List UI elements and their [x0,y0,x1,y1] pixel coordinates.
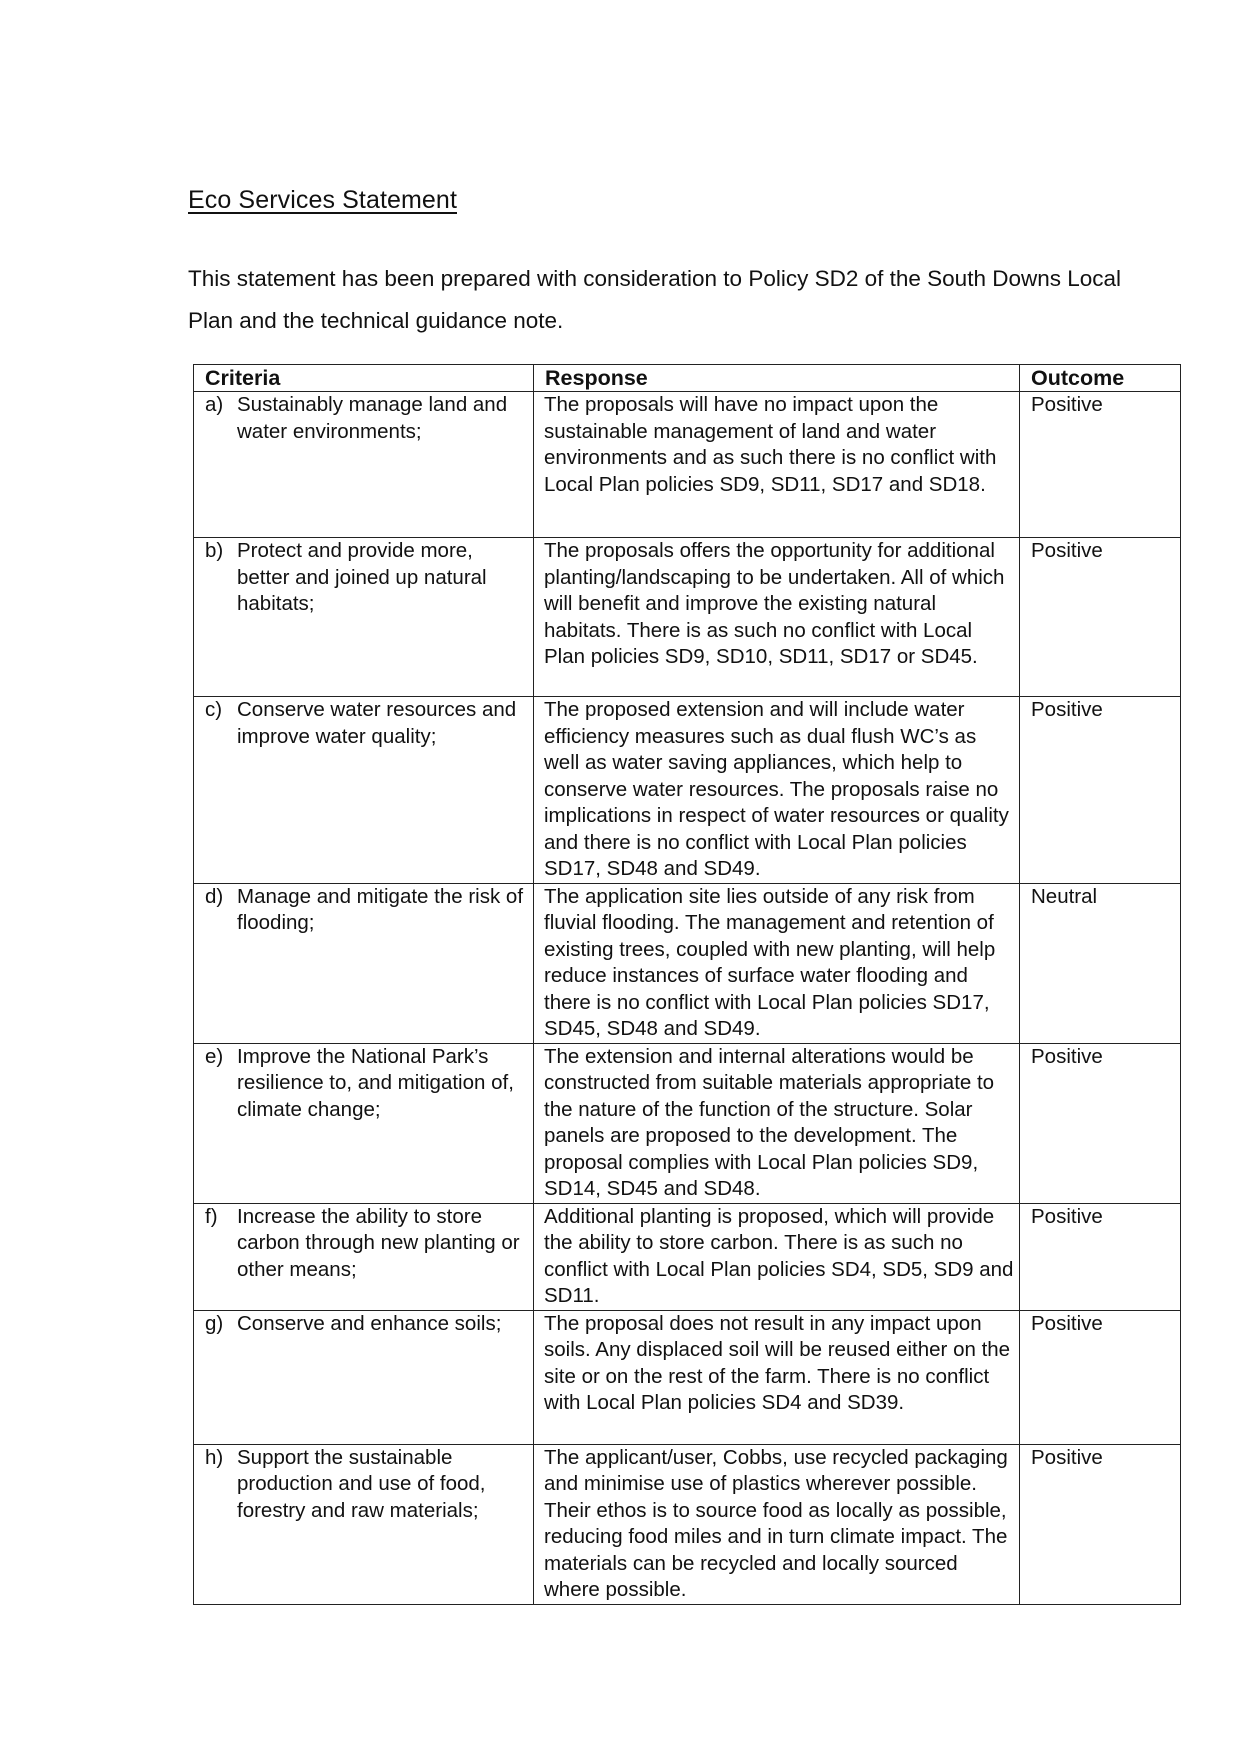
criteria-cell [194,1203,534,1310]
response-cell: The proposals offers the opportunity for additional planting/landscaping to be undertaken. All of which will benefit and improve the existing natural habitats. There is as such no conflict with Local Plan policies SD9, SD10, SD11, SD17 or SD45. [534,538,1020,697]
criteria-letter: e) [205,1044,224,1068]
outcome-cell: Positive [1020,1310,1181,1444]
response-cell: The proposed extension and will include water efficiency measures such as dual flush WC’s as well as water saving appliances, which help to conserve water resources. The proposals raise no implications in respect of water resources or quality and there is no conflict with Local Plan policies SD17, SD48 and SD49. [534,697,1020,884]
response-cell: The proposal does not result in any impact upon soils. Any displaced soil will be reused either on the site or on the rest of the farm. There is no conflict with Local Plan policies SD4 and SD39. [534,1310,1020,1444]
criteria-text: Support the sustainable production and use of food, forestry and raw materials; [237,1445,486,1522]
criteria-letter: c) [205,698,223,721]
criteria-cell [194,697,534,884]
criteria-text: Manage and mitigate the risk of flooding; [237,884,524,934]
criteria-letter: g) [205,1311,224,1335]
table-header-row [194,365,1181,392]
criteria-text: Improve the National Park’s resilience to, and mitigation of, climate change; [237,1044,514,1121]
table-row [194,1203,1181,1310]
criteria-text: Increase the ability to store carbon through new planting or other means; [237,1204,520,1281]
criteria-text: Protect and provide more, better and joined up natural habitats; [237,539,487,615]
table-row [194,1444,1181,1604]
criteria-text: Conserve and enhance soils; [237,1311,502,1335]
criteria-cell [194,1043,534,1203]
criteria-cell [194,883,534,1043]
criteria-letter: d) [205,884,224,908]
table-row [194,392,1181,538]
outcome-cell: Positive [1020,392,1181,538]
outcome-cell: Positive [1020,697,1181,884]
table-row [194,1310,1181,1444]
page-title: Eco Services Statement [188,186,457,214]
response-cell: The extension and internal alterations would be constructed from suitable materials appropriate to the nature of the function of the structure. Solar panels are proposed to the development. The proposal complies with Local Plan policies SD9, SD14, SD45 and SD48. [534,1043,1020,1203]
outcome-cell: Positive [1020,1444,1181,1604]
outcome-cell: Positive [1020,538,1181,697]
outcome-cell: Positive [1020,1043,1181,1203]
criteria-letter: f) [205,1204,218,1228]
criteria-header: Criteria [194,365,534,392]
table-row [194,883,1181,1043]
criteria-letter: a) [205,393,224,416]
criteria-text: Sustainably manage land and water environments; [237,393,508,443]
criteria-cell [194,538,534,697]
outcome-header: Outcome [1020,365,1181,392]
criteria-text: Conserve water resources and improve water quality; [237,698,517,748]
response-cell: The application site lies outside of any risk from fluvial flooding. The management and retention of existing trees, coupled with new planting, will help reduce instances of surface water flooding and there is no conflict with Local Plan policies SD17, SD45, SD48 and SD49. [534,883,1020,1043]
criteria-letter: b) [205,539,224,562]
table-row [194,1043,1181,1203]
criteria-cell [194,392,534,538]
criteria-letter: h) [205,1445,224,1469]
response-header: Response [534,365,1020,392]
table-row [194,538,1181,697]
criteria-cell [194,1444,534,1604]
outcome-cell: Positive [1020,1203,1181,1310]
outcome-cell: Neutral [1020,883,1181,1043]
response-cell: Additional planting is proposed, which will provide the ability to store carbon. There is as such no conflict with Local Plan policies SD4, SD5, SD9 and SD11. [534,1203,1020,1310]
intro-paragraph: This statement has been prepared with consideration to Policy SD2 of the South Downs Local Plan and the technical guidance note. [188,266,1122,333]
response-cell: The applicant/user, Cobbs, use recycled packaging and minimise use of plastics wherever possible. Their ethos is to source food as locally as possible, reducing food miles and in turn climate impact. The materials can be recycled and locally sourced where possible. [534,1444,1020,1604]
criteria-cell [194,1310,534,1444]
table-row [194,697,1181,884]
response-cell: The proposals will have no impact upon the sustainable management of land and water environments and as such there is no conflict with Local Plan policies SD9, SD11, SD17 and SD18. [534,392,1020,538]
eco-services-table [193,364,1181,1605]
